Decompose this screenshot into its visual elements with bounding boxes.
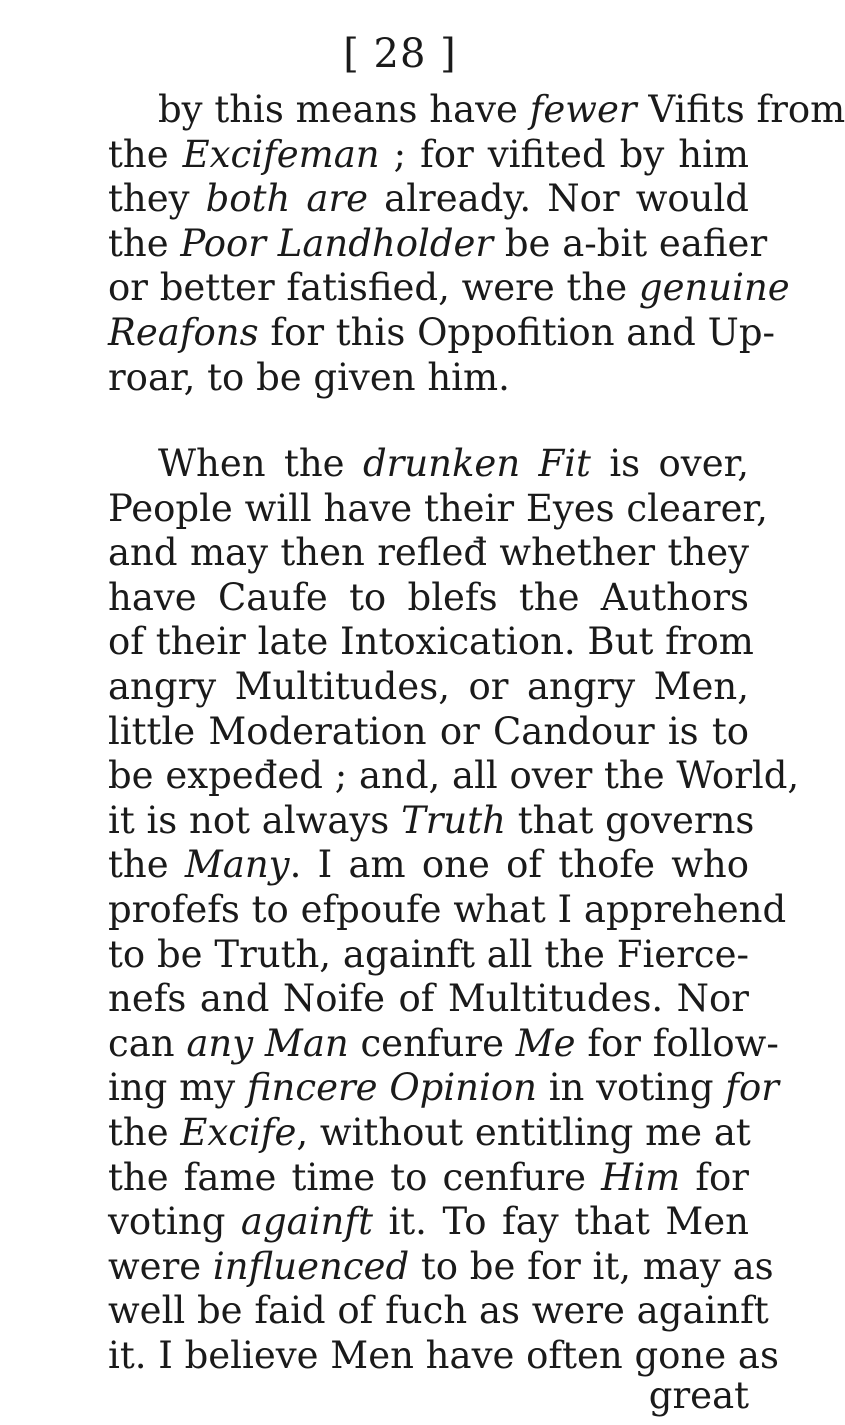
text-run: voting	[108, 1200, 241, 1243]
text-run: People will have their Eyes clearer,	[108, 487, 768, 530]
text-run: it. To fay that Men	[372, 1200, 749, 1243]
italic-run: for	[725, 1066, 779, 1109]
text-run: the fame time to cenfure	[108, 1156, 602, 1199]
text-run: to be Truth, againft all the Fierce-	[108, 933, 749, 976]
text-run: is over,	[590, 442, 749, 485]
text-line	[108, 1198, 749, 1246]
catchword-text: great	[648, 1374, 749, 1417]
text-run: roar, to be given him.	[108, 356, 510, 399]
text-run: be a-bit eafier	[493, 222, 768, 265]
text-run: , without entitling me at	[296, 1111, 751, 1154]
text-line	[108, 175, 749, 223]
text-run: for this Oppofition and Up-	[258, 311, 776, 354]
text-line	[108, 354, 749, 402]
text-line	[108, 264, 790, 312]
text-run: be expeđed ; and, all over the World,	[108, 754, 800, 797]
text-line	[108, 309, 776, 357]
text-run: ing my	[108, 1066, 247, 1109]
text-run: to be for it, may as	[409, 1245, 774, 1288]
text-run: in voting	[536, 1066, 726, 1109]
italic-run: both are	[205, 177, 369, 220]
text-run: have Caufe to blefs the Authors	[108, 576, 749, 619]
italic-run: influenced	[212, 1245, 410, 1288]
text-run: profefs to efpoufe what I apprehend	[108, 888, 787, 931]
italic-run: Reafons	[108, 311, 259, 354]
text-line	[108, 529, 749, 577]
text-run: for	[680, 1156, 749, 1199]
text-run: When the	[158, 442, 363, 485]
italic-run: Excife	[180, 1111, 297, 1154]
italic-run: Me	[515, 1022, 576, 1065]
text-line	[108, 975, 749, 1023]
text-run: were	[108, 1245, 213, 1288]
italic-run: Excifeman	[182, 133, 380, 176]
text-run: it. I believe Men have often gone as	[108, 1334, 779, 1377]
italic-run: Truth	[401, 799, 506, 842]
italic-run: any Man	[186, 1022, 349, 1065]
text-line	[108, 1243, 774, 1291]
italic-run: Poor Landholder	[180, 222, 494, 265]
catchword	[108, 1372, 749, 1420]
text-line	[108, 1154, 749, 1202]
text-run: . I am one of thofe who	[289, 843, 750, 886]
text-line	[108, 131, 749, 179]
text-line	[108, 1020, 779, 1068]
text-run: the	[108, 222, 181, 265]
italic-run: againft	[240, 1200, 373, 1243]
text-run: angry Multitudes, or angry Men,	[108, 665, 749, 708]
text-run: they	[108, 177, 206, 220]
text-line	[158, 86, 845, 134]
text-line	[108, 574, 749, 622]
italic-run: Him	[601, 1156, 681, 1199]
text-run: it is not always	[108, 799, 402, 842]
text-run: or better fatisfied, were the	[108, 266, 639, 309]
text-run: by this means have	[158, 88, 530, 131]
text-line	[108, 220, 768, 268]
text-run: the	[108, 1111, 181, 1154]
text-line	[108, 752, 800, 800]
italic-run: fincere Opinion	[246, 1066, 537, 1109]
text-run: the	[108, 843, 185, 886]
text-line	[108, 663, 749, 711]
text-run: well be faid of fuch as were againft	[108, 1289, 769, 1332]
text-run: for follow-	[575, 1022, 779, 1065]
text-line	[108, 797, 755, 845]
text-line	[108, 841, 749, 889]
text-run: Vifits from	[636, 88, 845, 131]
text-line	[108, 931, 749, 979]
italic-run: drunken Fit	[362, 442, 591, 485]
text-line	[108, 1109, 749, 1157]
italic-run: fewer	[529, 88, 637, 131]
text-run: little Moderation or Candour is to	[108, 710, 749, 753]
italic-run: Many	[184, 843, 290, 886]
text-run: ; for vifited by him	[379, 133, 749, 176]
text-run: the	[108, 133, 183, 176]
text-run: already. Nor would	[368, 177, 749, 220]
italic-run: genuine	[638, 266, 790, 309]
text-run: of their late Intoxication. But from	[108, 620, 754, 663]
text-line	[158, 440, 749, 488]
text-line	[108, 618, 754, 666]
text-line	[108, 886, 787, 934]
text-run: nefs and Noife of Multitudes. Nor	[108, 977, 749, 1020]
text-line	[108, 485, 768, 533]
text-line	[108, 708, 749, 756]
text-run: and may then refleđ whether they	[108, 531, 749, 574]
text-line	[108, 1064, 779, 1112]
text-run: can	[108, 1022, 187, 1065]
page-number: [ 28 ]	[343, 31, 457, 77]
text-line	[108, 1287, 769, 1335]
text-run: cenfure	[348, 1022, 516, 1065]
text-run: that governs	[505, 799, 755, 842]
